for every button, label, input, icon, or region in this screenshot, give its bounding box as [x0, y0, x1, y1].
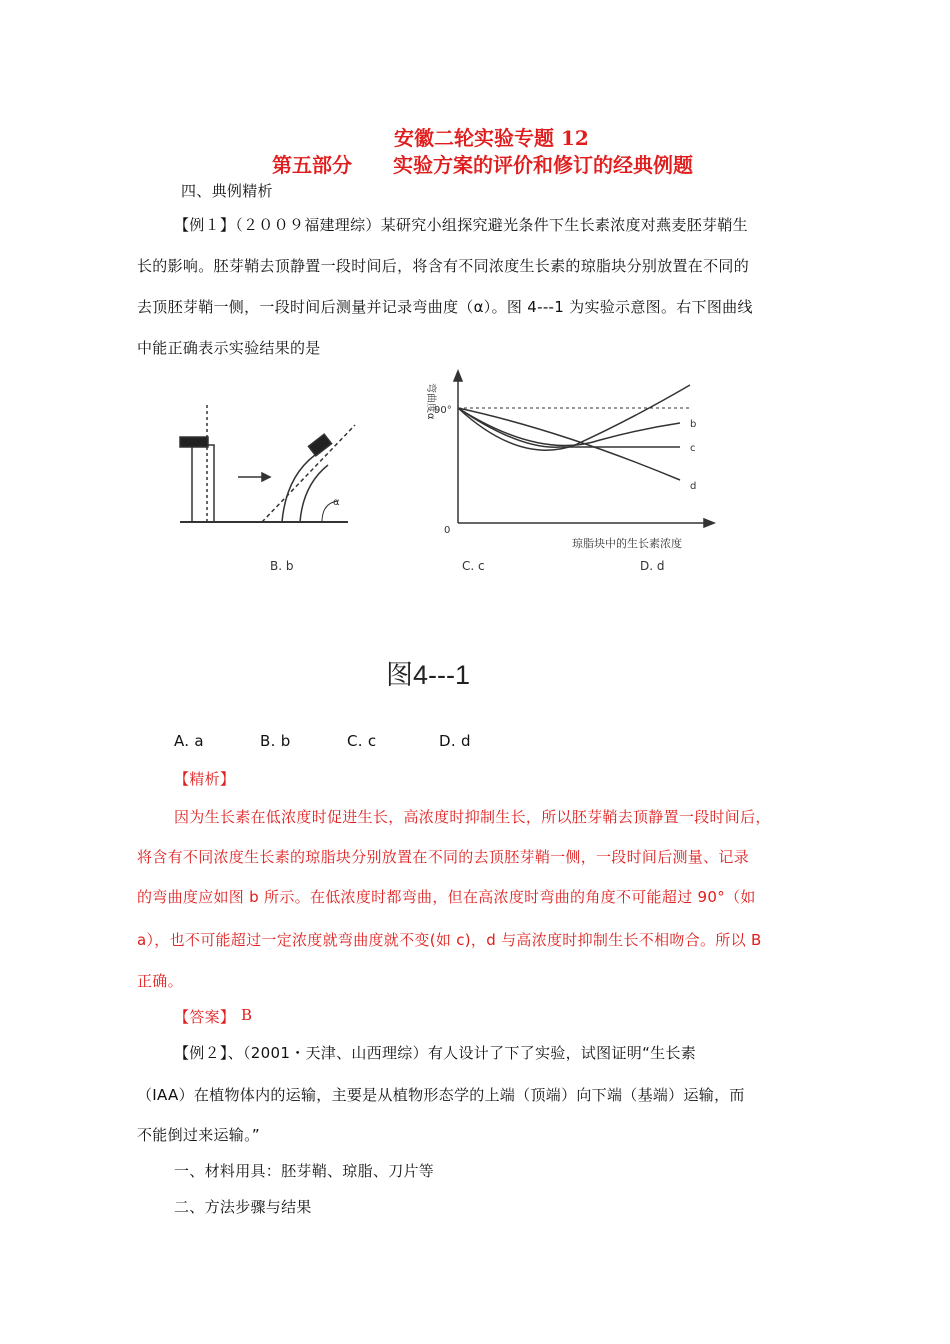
answer-value: B	[241, 1006, 253, 1024]
answer-label: 【答案】	[174, 1008, 236, 1026]
title-line2-topic: 实验方案的评价和修订的经典例题	[393, 153, 693, 177]
example1-line-1: 【例１】（２００９福建理综）某研究小组探究避光条件下生长素浓度对燕麦胚芽鞘生	[174, 216, 748, 234]
example2-line-1: 【例２】、（2001・天津、山西理综）有人设计了下了实验，试图证明“生长素	[174, 1044, 697, 1062]
graph-xlabel: 琼脂块中的生长素浓度	[572, 537, 682, 550]
curve-d	[458, 408, 680, 480]
experiment-figure	[0, 365, 950, 665]
result-graph	[454, 371, 714, 527]
example2-line-2: （IAA）在植物体内的运输，主要是从植物形态学的上端（顶端）向下端（基端）运输，而	[137, 1086, 745, 1104]
section-heading: 四、典例精析	[181, 182, 273, 200]
caption-d: D. d	[640, 559, 665, 573]
graph-ylabel: 弯曲度α	[425, 383, 436, 420]
graph-y-tick: 90°	[434, 405, 452, 416]
figure-caption: 图4---1	[386, 660, 471, 690]
analysis-line-2: 将含有不同浓度生长素的琼脂块分别放置在不同的去顶胚芽鞘一侧，一段时间后测量、记录	[137, 848, 750, 866]
analysis-line-5: 正确。	[137, 972, 183, 990]
caption-c: C. c	[462, 559, 485, 573]
option-d: D. d	[439, 732, 471, 750]
example1-line-2: 长的影响。胚芽鞘去顶静置一段时间后，将含有不同浓度生长素的琼脂块分别放置在不同的	[137, 257, 750, 275]
option-c: C. c	[347, 732, 377, 750]
analysis-line-3: 的弯曲度应如图 b 所示。在低浓度时都弯曲，但在高浓度时弯曲的角度不可能超过 90°（如	[137, 888, 756, 906]
option-a: A. a	[174, 732, 204, 750]
curve-c	[458, 408, 680, 447]
coleoptile-diagram	[180, 405, 355, 522]
example1-line-3: 去顶胚芽鞘一侧，一段时间后测量并记录弯曲度（α）。图 4---1 为实验示意图。右下图曲线	[137, 298, 753, 316]
graph-origin: 0	[444, 525, 451, 536]
example1-line-4: 中能正确表示实验结果的是	[137, 339, 321, 357]
analysis-line-4: a），也不可能超过一定浓度就弯曲度就不变(如 c)，d 与高浓度时抑制生长不相吻合。所以 B	[137, 931, 762, 949]
example2-materials: 一、材料用具：胚芽鞘、琼脂、刀片等	[174, 1162, 435, 1180]
caption-b: B. b	[270, 559, 294, 573]
analysis-line-1: 因为生长素在低浓度时促进生长，高浓度时抑制生长，所以胚芽鞘去顶静置一段时间后，	[174, 808, 771, 826]
title-line2-part: 第五部分	[272, 153, 352, 177]
curve-label-b: b	[690, 419, 697, 430]
example2-line-3: 不能倒过来运输。”	[137, 1126, 260, 1144]
curve-b	[458, 408, 680, 446]
curve-label-c: c	[690, 443, 696, 454]
curve-label-d: d	[690, 481, 697, 492]
title-line1: 安徽二轮实验专题 12	[394, 126, 589, 150]
example2-methods: 二、方法步骤与结果	[174, 1198, 312, 1216]
alpha-label: α	[333, 497, 340, 508]
analysis-label: 【精析】	[174, 770, 236, 788]
option-b: B. b	[260, 732, 291, 750]
